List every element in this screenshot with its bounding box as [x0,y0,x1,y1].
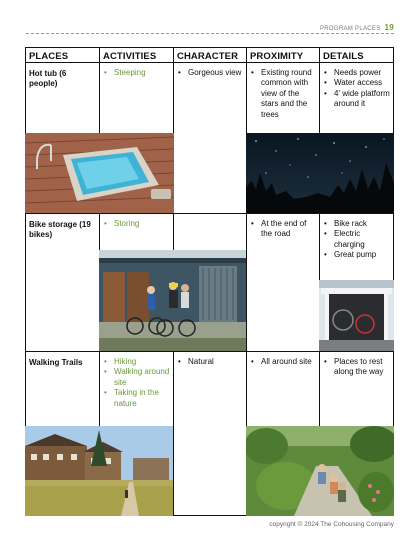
details-cell [319,62,394,134]
col-header-details: DETAILS [319,47,394,63]
proximity-cell [246,213,320,352]
proximity-list [247,63,319,120]
details-cell [319,213,394,281]
character-cell [173,213,247,251]
page-header [320,23,394,32]
list-item: • Water access [322,78,391,88]
character-list [174,63,246,78]
col-header-activities: ACTIVITIES [99,47,174,63]
character-cell [173,62,247,214]
night-sky-photo [246,133,394,213]
character-list [174,352,246,367]
bike-storage-photo [99,250,246,351]
activities-list [100,214,173,229]
list-item: • All around site [249,357,317,367]
details-list [320,63,393,110]
col-header-proximity: PROXIMITY [246,47,320,63]
list-item: • Storing [102,219,171,229]
list-item: • Gorgeous view [176,68,244,78]
activities-cell [99,62,174,134]
trail-houses-photo [25,426,173,516]
list-item: • At the end of the road [249,219,317,240]
list-item: • Natural [176,357,244,367]
section-title: PROGRAM PLACES [319,26,381,32]
place-hot-tub: Hot tub (6 people) [25,62,100,134]
details-cell [319,351,394,427]
list-item: • Taking in the nature [102,388,171,409]
header-rule [26,33,394,34]
details-list [320,352,393,378]
list-item: • Needs power [322,68,391,78]
activities-list [100,352,173,409]
trail-kids-photo [246,426,394,516]
list-item: • Walking around site [102,367,171,388]
list-item: • Steeping [102,68,171,78]
character-cell [173,351,247,516]
list-item: • Great pump [322,250,391,260]
copyright-footer: copyright © 2024 The Cohousing Company [269,521,394,528]
proximity-cell [246,62,320,134]
activities-cell [99,351,174,427]
details-list [320,214,393,261]
list-item: • Bike rack [322,219,391,229]
activities-cell [99,213,174,251]
list-item: • 4' wide platform around it [322,89,391,110]
list-item: • Electric charging [322,229,391,250]
place-bike-storage: Bike storage (19 bikes) [25,213,100,352]
proximity-list [247,214,319,240]
hot-tub-photo [25,133,174,213]
activities-list [100,63,173,78]
list-item: • Hiking [102,357,171,367]
bike-rack-photo [319,280,394,351]
proximity-cell [246,351,320,427]
list-item: • Places to rest along the way [322,357,391,378]
proximity-list [247,352,319,367]
page-number: 19 [384,23,394,32]
col-header-character: CHARACTER [173,47,247,63]
list-item: • Existing round common with view of the stars and the trees [249,68,317,120]
place-walking-trails: Walking Trails [25,351,100,427]
col-header-places: PLACES [25,47,100,63]
